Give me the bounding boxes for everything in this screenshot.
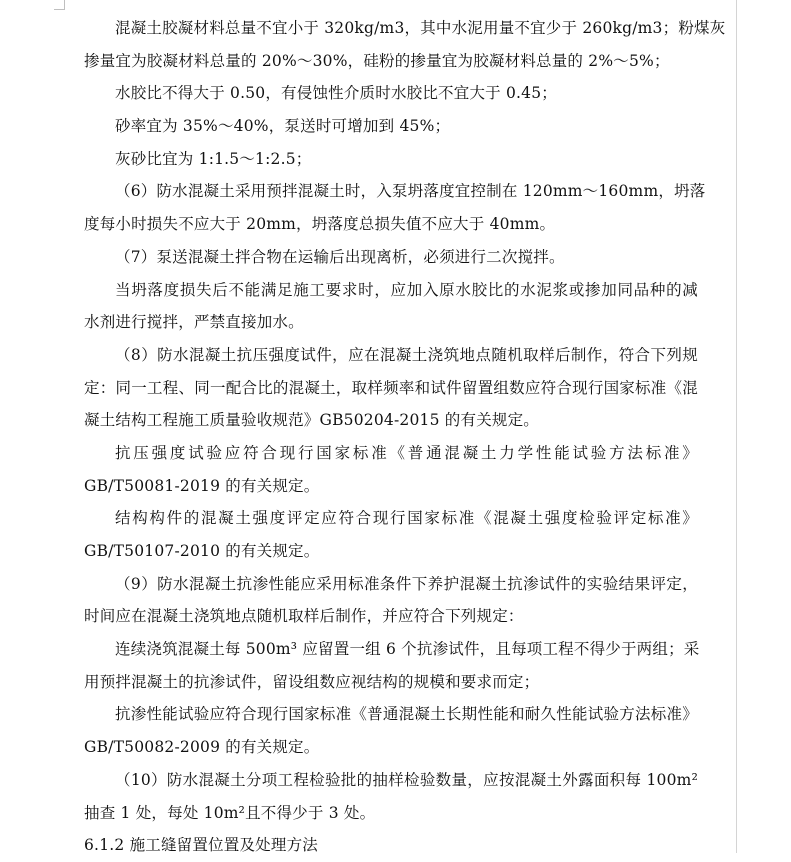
text-line: 当坍落度损失后不能满足施工要求时，应加入原水胶比的水泥浆或掺加同品种的减 <box>115 280 698 299</box>
text-line: 度每小时损失不应大于 20mm，坍落度总损失值不应大于 40mm。 <box>84 215 556 234</box>
section-heading: 6.1.2 施工缝留置位置及处理方法 <box>84 836 318 855</box>
text-line: GB/T50107-2010 的有关规定。 <box>84 542 320 560</box>
text-line: 时间应在混凝土浇筑地点随机取样后制作，并应符合下列规定： <box>84 607 524 626</box>
text-line: 抗渗性能试验应符合现行国家标准《普通混凝土长期性能和耐久性能试验方法标准》 <box>115 705 698 724</box>
text-line: （10）防水混凝土分项工程检验批的抽样检验数量，应按混凝土外露面积每 100m² <box>115 770 698 789</box>
text-line: 灰砂比宜为 1:1.5～1:2.5； <box>115 149 312 168</box>
text-line: GB/T50082-2009 的有关规定。 <box>84 738 320 757</box>
crop-mark-horizontal <box>54 9 65 10</box>
text-line: （6）防水混凝土采用预拌混凝土时，入泵坍落度宜控制在 120mm～160mm，坍落 <box>115 182 706 201</box>
text-line: 定：同一工程、同一配合比的混凝土，取样频率和试件留置组数应符合现行国家标准《混 <box>84 378 698 397</box>
text-line: 凝土结构工程施工质量验收规范》GB50204-2015 的有关规定。 <box>84 411 539 430</box>
text-line: 水胶比不得大于 0.50，有侵蚀性介质时水胶比不宜大于 0.45； <box>115 84 557 103</box>
text-line: 砂率宜为 35%～40%，泵送时可增加到 45%； <box>115 117 451 136</box>
text-line: 水剂进行搅拌，严禁直接加水。 <box>84 313 304 332</box>
text-line: （7）泵送混凝土拌合物在运输后出现离析，必须进行二次搅拌。 <box>115 247 565 266</box>
page-gutter <box>737 0 791 853</box>
text-line: （9）防水混凝土抗渗性能应采用标准条件下养护混凝土抗渗试件的实验结果评定， <box>115 574 698 593</box>
text-line: GB/T50081-2019 的有关规定。 <box>84 476 320 495</box>
text-line: 连续浇筑混凝土每 500m³ 应留置一组 6 个抗渗试件，且每项工程不得少于两组；采 <box>115 640 700 659</box>
text-line: 抽查 1 处，每处 10m²且不得少于 3 处。 <box>84 803 376 822</box>
text-line: 抗压强度试验应符合现行国家标准《普通混凝土力学性能试验方法标准》 <box>115 443 698 462</box>
text-line: 用预拌混凝土的抗渗试件，留设组数应视结构的规模和要求而定； <box>84 672 540 691</box>
text-line: 结构构件的混凝土强度评定应符合现行国家标准《混凝土强度检验评定标准》 <box>115 509 698 528</box>
text-line: 混凝土胶凝材料总量不宜小于 320kg/m3，其中水泥用量不宜少于 260kg/m3；粉煤灰 <box>115 19 726 37</box>
document-page <box>84 12 726 862</box>
text-line: （8）防水混凝土抗压强度试件，应在混凝土浇筑地点随机取样后制作，符合下列规 <box>115 345 698 364</box>
text-line: 掺量宜为胶凝材料总量的 20%～30%，硅粉的掺量宜为胶凝材料总量的 2%～5%； <box>84 51 670 70</box>
